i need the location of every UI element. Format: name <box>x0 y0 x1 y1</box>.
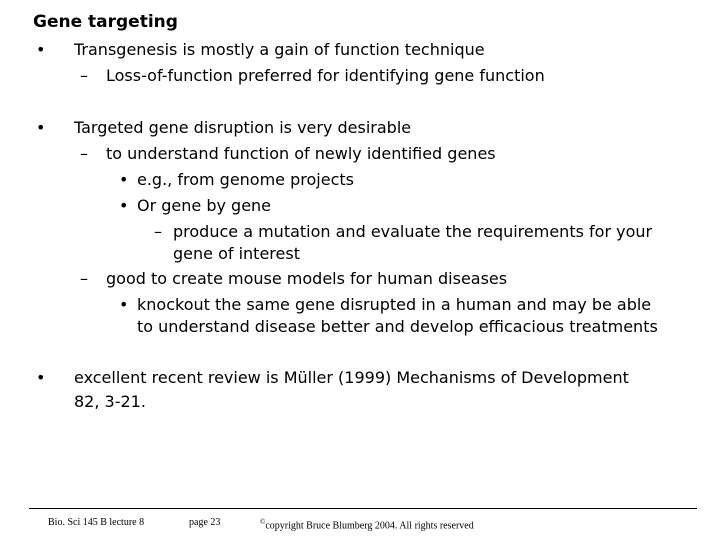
copyright-text: copyright Bruce Blumberg 2004. All rights reserved <box>265 520 474 532</box>
dash-marker: – <box>80 66 88 85</box>
footer-copyright <box>260 516 474 532</box>
bullet-2-text: Targeted gene disruption is very desirable <box>74 118 412 137</box>
dash-marker: – <box>80 144 88 163</box>
copyright-symbol: © <box>260 518 266 526</box>
bullet-1-text: Transgenesis is mostly a gain of function technique <box>74 40 485 59</box>
footer-page-number: page 23 <box>189 517 221 528</box>
bullet-2-sub-1-item-2-text: Or gene by gene <box>137 196 272 215</box>
slide-title: Gene targeting <box>33 12 178 32</box>
bullet-2-sub-2-item-1-line-2: to understand disease better and develop efficacious treatments <box>137 317 658 336</box>
bullet-3-line-2: 82, 3-21. <box>74 392 146 411</box>
bullet-marker: • <box>36 368 46 387</box>
bullet-marker: • <box>36 40 46 59</box>
bullet-2-sub-1-item-2-sub-line-2: gene of interest <box>173 244 300 263</box>
dash-marker: – <box>154 222 162 241</box>
bullet-marker: • <box>119 295 129 314</box>
bullet-2-sub-1-text: to understand function of newly identified genes <box>106 144 496 163</box>
bullet-marker: • <box>119 196 129 215</box>
footer-course: Bio. Sci 145 B lecture 8 <box>48 517 145 528</box>
dash-marker: – <box>80 269 88 288</box>
footer-divider <box>29 508 697 509</box>
bullet-2-sub-1-item-2-sub-line-1: produce a mutation and evaluate the requirements for your <box>173 222 653 241</box>
bullet-marker: • <box>119 170 129 189</box>
bullet-2-sub-1-item-1-text: e.g., from genome projects <box>137 170 354 189</box>
bullet-3-line-1: excellent recent review is Müller (1999) Mechanisms of Development <box>74 368 629 387</box>
bullet-marker: • <box>36 118 46 137</box>
bullet-1-sub-1-text: Loss-of-function preferred for identifying gene function <box>106 66 545 85</box>
bullet-2-sub-2-text: good to create mouse models for human diseases <box>106 269 508 288</box>
bullet-2-sub-2-item-1-line-1: knockout the same gene disrupted in a human and may be able <box>137 295 652 314</box>
